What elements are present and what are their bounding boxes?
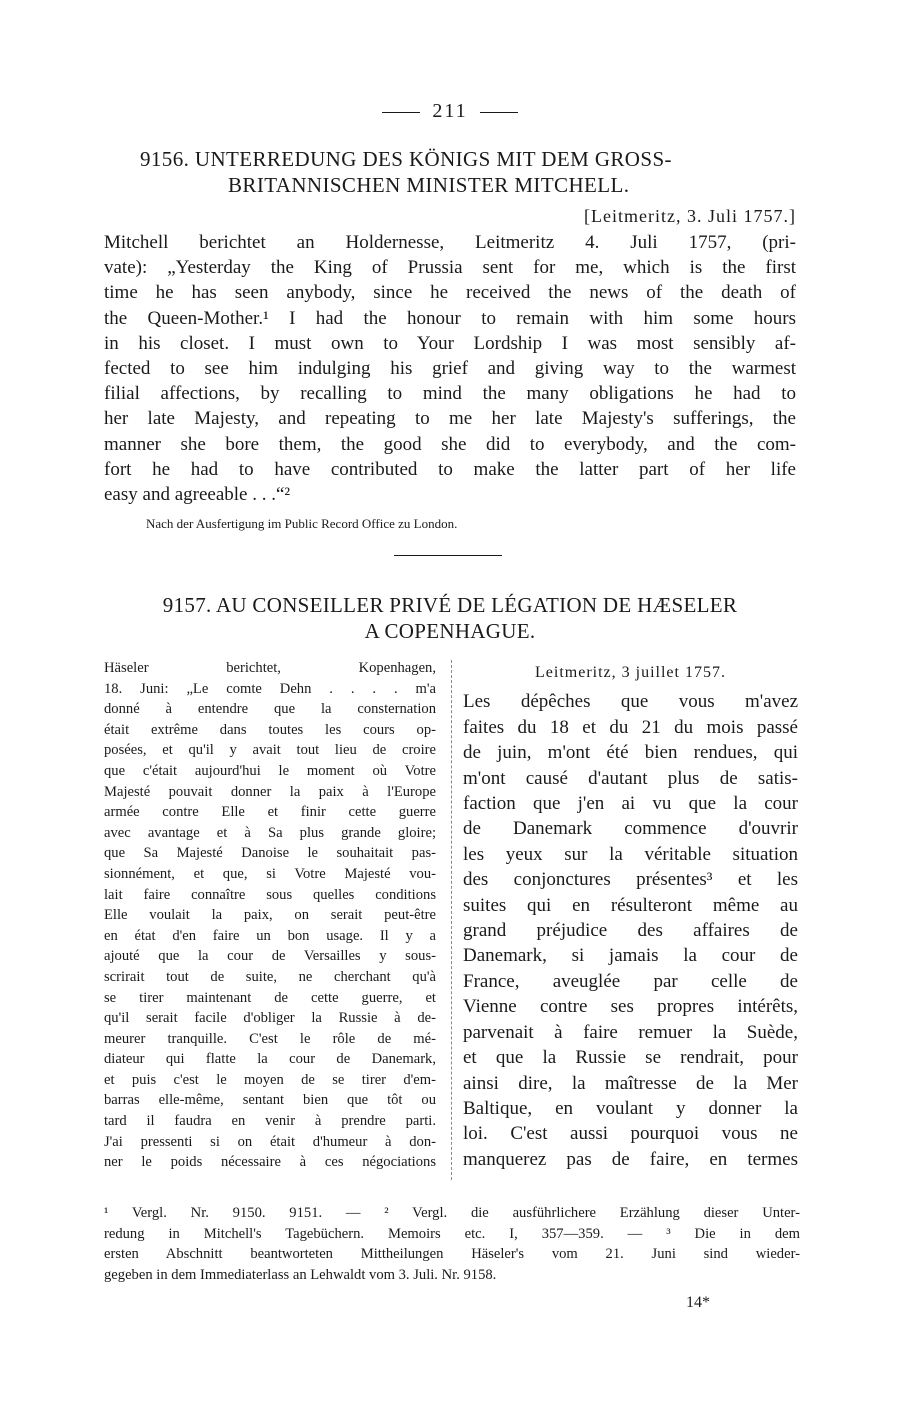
page-number: 211: [432, 100, 468, 122]
letter-line: France, aveuglée par celle de: [463, 970, 798, 992]
letter-line: et que la Russie se rendrait, pour: [463, 1047, 798, 1069]
report-line: qu'il serait facile d'obliger la Russie à de-: [104, 1010, 436, 1027]
body-line: fected to see him indulging his grief and giving way to the warmest: [104, 358, 796, 380]
letter-line: Vienne contre ses propres intérêts,: [463, 996, 798, 1018]
letter-line: des conjonctures présentes³ et les: [463, 869, 798, 891]
letter-line: m'ont causé d'autant plus de satis-: [463, 767, 798, 789]
report-line: scrirait tout de suite, ne cherchant qu'à: [104, 968, 436, 985]
letter-line: manquerez pas de faire, en termes: [463, 1148, 798, 1170]
footnote-line: gegeben in dem Immediaterlass an Lehwaldt vom 3. Juli. Nr. 9158.: [104, 1266, 497, 1283]
body-line: manner she bore them, the good she did to everybody, and the com-: [104, 433, 796, 455]
body-line: Mitchell berichtet an Holdernesse, Leitmeritz 4. Juli 1757, (pri-: [104, 232, 796, 253]
report-line: J'ai pressenti si on était d'humeur à don-: [104, 1133, 436, 1150]
header-rule-right: [480, 112, 518, 113]
report-line: se tirer maintenant de cette guerre, et: [104, 989, 436, 1006]
footnote-line: redung in Mitchell's Tagebüchern. Memoirs etc. I, 357—359. — ³ Die in dem: [104, 1225, 800, 1242]
body-line: fort he had to have contributed to make the latter part of her life: [104, 458, 796, 480]
heading-line: 9156. UNTERREDUNG DES KÖNIGS MIT DEM GROSS-: [140, 147, 672, 171]
footnote-line: ¹ Vergl. Nr. 9150. 9151. — ² Vergl. die ausführlichere Erzählung dieser Unter-: [104, 1205, 800, 1221]
letter-line: Baltique, en voulant y donner la: [463, 1097, 798, 1119]
body-line: in his closet. I must own to Your Lordship I was most sensibly af-: [104, 332, 796, 354]
section-9156-body: [104, 230, 796, 507]
place-date: Leitmeritz, 3 juillet 1757.: [535, 664, 726, 681]
heading-line: A COPENHAGUE.: [364, 619, 536, 643]
footnotes: [104, 1203, 800, 1285]
body-line: easy and agreeable . . .“²: [104, 484, 291, 506]
report-line: barras elle-même, sentant bien que tôt ou: [104, 1092, 436, 1109]
body-line: time he has seen anybody, since he received the news of the death of: [104, 282, 796, 304]
footnote-line: ersten Abschnitt beantworteten Mittheilungen Häseler's vom 21. Juni sind wieder-: [104, 1246, 800, 1263]
body-line: filial affections, by recalling to mind the many obligations he had to: [104, 383, 796, 405]
report-line: ner le poids nécessaire à ces négociations: [104, 1154, 436, 1171]
place-date: [Leitmeritz, 3. Juli 1757.]: [584, 206, 796, 226]
report-line: était extrême dans toutes les cours op-: [104, 721, 436, 738]
report-line: que Sa Majesté Danoise le souhaitait pas-: [104, 845, 436, 862]
report-line: Häseler berichtet, Kopenhagen,: [104, 660, 436, 676]
page-header: [0, 100, 900, 123]
report-line: et puis c'est le moyen de se tirer d'em-: [104, 1071, 436, 1088]
report-line: armée contre Elle et finir cette guerre: [104, 804, 436, 821]
letter-line: de juin, m'ont été bien rendues, qui: [463, 742, 798, 764]
letter-line: ainsi dire, la maîtresse de la Mer: [463, 1072, 798, 1094]
letter-line: faction que j'en ai vu que la cour: [463, 793, 798, 815]
letter-line: les yeux sur la véritable situation: [463, 843, 798, 865]
column-divider: [451, 660, 452, 1180]
letter-line: de Danemark commence d'ouvrir: [463, 818, 798, 840]
report-line: Majesté pouvait donner la paix à l'Europe: [104, 783, 436, 800]
signature-mark: 14*: [686, 1294, 710, 1311]
letter-line: suites qui en résulteront même au: [463, 894, 798, 916]
heading-line: BRITANNISCHEN MINISTER MITCHELL.: [228, 173, 630, 197]
report-line: lait faire connaître sous quelles conditions: [104, 886, 436, 903]
report-line: donné à entendre que la consternation: [104, 701, 436, 718]
body-line: vate): „Yesterday the King of Prussia sent for me, which is the first: [104, 257, 796, 279]
report-line: en état d'en faire un bon usage. Il y a: [104, 927, 436, 944]
left-column-report: [104, 658, 436, 1173]
letter-line: grand préjudice des affaires de: [463, 920, 798, 942]
letter-line: Les dépêches que vous m'avez: [463, 691, 798, 713]
report-line: que c'était aujourd'hui le moment où Votre: [104, 762, 436, 779]
header-rule-left: [382, 112, 420, 113]
letter-line: parvenait à faire remuer la Suède,: [463, 1021, 798, 1043]
body-line: her late Majesty, and repeating to me her late Majesty's sufferings, the: [104, 408, 796, 430]
report-line: tard il faudra en venir à prendre parti.: [104, 1113, 436, 1130]
source-note: Nach der Ausfertigung im Public Record Office zu London.: [146, 516, 458, 531]
body-line: the Queen-Mother.¹ I had the honour to remain with him some hours: [104, 307, 796, 329]
section-9156-heading: [140, 146, 800, 198]
report-line: sionnément, et que, si Votre Majesté vou-: [104, 865, 436, 882]
section-9157-heading: [104, 592, 796, 644]
letter-line: faites du 18 et du 21 du mois passé: [463, 716, 798, 738]
heading-line: 9157. AU CONSEILLER PRIVÉ DE LÉGATION DE HÆSELER: [162, 593, 738, 617]
report-line: diateur qui flatte la cour de Danemark,: [104, 1051, 436, 1068]
report-line: Elle voulait la paix, on serait peut-être: [104, 907, 436, 924]
report-line: posées, et qu'il y avait tout lieu de croire: [104, 742, 436, 759]
right-column-letter: [463, 660, 798, 1172]
report-line: 18. Juni: „Le comte Dehn . . . . m'a: [104, 680, 436, 697]
letter-line: loi. C'est aussi pourquoi vous ne: [463, 1123, 798, 1145]
report-line: avec avantage et à Sa plus grande gloire;: [104, 824, 436, 841]
letter-line: Danemark, si jamais la cour de: [463, 945, 798, 967]
section-divider: [394, 555, 502, 556]
report-line: ajouté que la cour de Versailles y sous-: [104, 948, 436, 965]
report-line: meurer tranquille. C'est le rôle de mé-: [104, 1030, 436, 1047]
